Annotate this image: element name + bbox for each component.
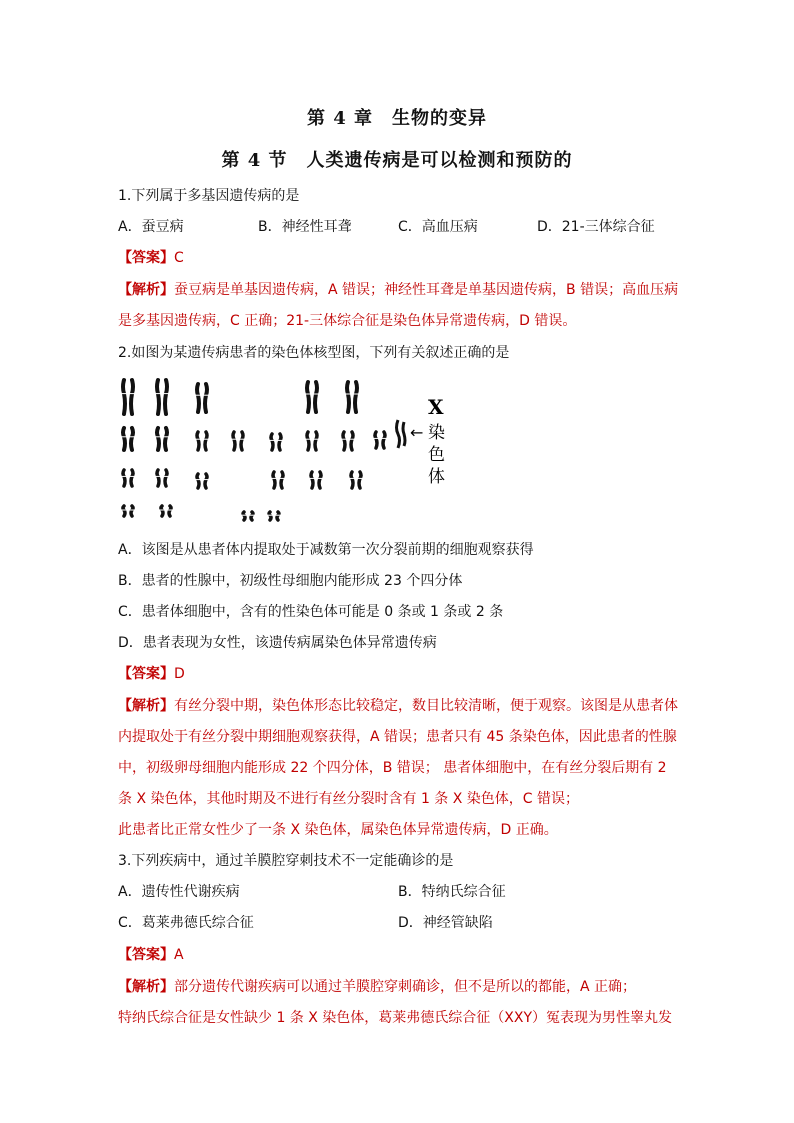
q1-answer <box>118 248 184 268</box>
answer-value: C <box>174 250 184 266</box>
chromosome-6-a <box>123 428 125 450</box>
chromosome-17-b <box>281 472 283 488</box>
analysis-text: 有丝分裂中期，染色体形态比较稳定，数目比较清晰，便于观察。该图是从患者体 <box>174 698 678 714</box>
q2-option-b: B．患者的性腺中，初级性母细胞内能形成 23 个四分体 <box>118 573 463 589</box>
q3-option-b: B．特纳氏综合征 <box>398 884 506 900</box>
chromosome-5-a <box>347 382 349 412</box>
chromosome-7-a <box>157 428 159 450</box>
answer-tag: 【答案】 <box>118 947 174 963</box>
chromosome-6-b <box>131 428 133 450</box>
chromosome-2-b <box>165 380 167 414</box>
q3-analysis-line-2: 特纳氏综合征是女性缺少 1 条 X 染色体，葛莱弗德氏综合征（XXY）冤表现为男性睾丸发 <box>118 1010 673 1026</box>
chromosome-21-b <box>169 506 171 516</box>
chromosome-10-b <box>279 434 281 450</box>
karyotype-figure <box>112 372 462 522</box>
answer-tag: 【答案】 <box>118 666 174 682</box>
chapter-title: 第 4 章 生物的变异 <box>306 108 488 129</box>
answer-tag: 【答案】 <box>118 250 174 266</box>
q1-analysis-line-1 <box>118 280 678 300</box>
analysis-text: 蚕豆病是单基因遗传病，A 错误；神经性耳聋是单基因遗传病，B 错误；高血压病 <box>174 282 679 298</box>
q3-option-d: D．神经管缺陷 <box>398 915 493 931</box>
q3-answer <box>118 945 184 965</box>
chromosome-18-b <box>319 472 321 488</box>
q1-option-a: A．蚕豆病 <box>118 219 184 235</box>
q1-option-b: B．神经性耳聋 <box>258 219 352 235</box>
analysis-tag: 【解析】 <box>118 282 174 298</box>
chromosome-20-a <box>123 506 125 516</box>
q2-analysis-line-3: 中，初级卵母细胞内能形成 22 个四分体，B 错误； 患者体细胞中，在有丝分裂后期有 2 <box>118 760 667 776</box>
chromosome-20-b <box>131 506 133 516</box>
q2-analysis-line-2: 内提取处于有丝分裂中期细胞观察获得，A 错误；患者只有 45 条染色体，因此患者的性腺 <box>118 729 677 745</box>
chromosome-11-b <box>315 432 317 450</box>
chromosome-18-a <box>311 472 313 488</box>
chromosome-19-b <box>359 472 361 488</box>
arrow-glyph: ← <box>410 423 424 442</box>
q2-analysis-line-4: 条 X 染色体，其他时期及不进行有丝分裂时含有 1 条 X 染色体，C 错误； <box>118 791 580 807</box>
analysis-tag: 【解析】 <box>118 698 174 714</box>
chromosome-22-b <box>251 512 253 520</box>
chromosome-14-b <box>131 470 133 486</box>
analysis-tag: 【解析】 <box>118 979 174 995</box>
q3-option-a: A．遗传性代谢疾病 <box>118 884 240 900</box>
x-label-char-2: 色 <box>428 445 445 465</box>
q2-analysis-line-5: 此患者比正常女性少了一条 X 染色体，属染色体异常遗传病，D 正确。 <box>118 822 558 838</box>
q2-analysis-line-1 <box>118 696 678 716</box>
x-chromosome-pointer <box>397 395 446 487</box>
chromosome-9-b <box>241 432 243 450</box>
chromosome-16-b <box>205 474 207 488</box>
q2-answer <box>118 664 185 684</box>
question-2-stem: 2.如图为某遗传病患者的染色体核型图，下列有关叙述正确的是 <box>118 345 510 361</box>
answer-value: D <box>174 666 185 682</box>
chromosome-23-a <box>269 512 271 520</box>
chromosome-12-b <box>351 432 353 450</box>
q2-option-a: A．该图是从患者体内提取处于减数第一次分裂前期的细胞观察获得 <box>118 542 534 558</box>
x-label-char-1: 染 <box>428 423 445 443</box>
chromosome-10-a <box>271 434 273 450</box>
q3-option-c: C．葛莱弗德氏综合征 <box>118 915 254 931</box>
q1-analysis-line-2: 是多基因遗传病，C 正确；21-三体综合征是染色体异常遗传病，D 错误。 <box>118 313 577 329</box>
chromosome-14-a <box>123 470 125 486</box>
q1-option-c: C．高血压病 <box>398 219 478 235</box>
chromosome-17-a <box>273 472 275 488</box>
q1-option-d: D．21-三体综合征 <box>537 219 655 235</box>
chromosome-2-a <box>157 380 159 414</box>
chromosome-22-a <box>243 512 245 520</box>
chromosome-1-a <box>123 380 125 414</box>
chromosome-12-a <box>343 432 345 450</box>
chromosome-4-b <box>315 382 317 412</box>
q2-option-c: C．患者体细胞中，含有的性染色体可能是 0 条或 1 条或 2 条 <box>118 604 504 620</box>
chromosome-21-a <box>161 506 163 516</box>
chromosome-8-b <box>205 432 207 450</box>
chromosome-16-a <box>197 474 199 488</box>
chromosome-23-b <box>277 512 279 520</box>
chromosome-15-b <box>165 470 167 486</box>
question-3-stem: 3.下列疾病中，通过羊膜腔穿刺技术不一定能确诊的是 <box>118 853 454 869</box>
chromosome-3-a <box>197 384 199 412</box>
chromosome-9-a <box>233 432 235 450</box>
question-1-stem: 1.下列属于多基因遗传病的是 <box>118 188 300 204</box>
section-title: 第 4 节 人类遗传病是可以检测和预防的 <box>221 150 573 171</box>
chromosome-5-b <box>355 382 357 412</box>
q3-analysis-line-1 <box>118 977 636 997</box>
chromosome-4-a <box>307 382 309 412</box>
chromosome-3-b <box>205 384 207 412</box>
x-label: X <box>428 395 444 419</box>
chromosome-11-a <box>307 432 309 450</box>
chromosome-13-a <box>375 432 377 448</box>
q2-option-d: D．患者表现为女性，该遗传病属染色体异常遗传病 <box>118 635 437 651</box>
chromosome-1-b <box>131 380 133 414</box>
chromosome-7-b <box>165 428 167 450</box>
chromosome-8-a <box>197 432 199 450</box>
analysis-text: 部分遗传代谢疾病可以通过羊膜腔穿刺确诊，但不是所以的都能，A 正确； <box>174 979 637 995</box>
x-label-char-3: 体 <box>428 467 445 487</box>
answer-value: A <box>174 947 184 963</box>
chromosome-19-a <box>351 472 353 488</box>
chromosome-13-b <box>383 432 385 448</box>
chromosome-15-a <box>157 470 159 486</box>
